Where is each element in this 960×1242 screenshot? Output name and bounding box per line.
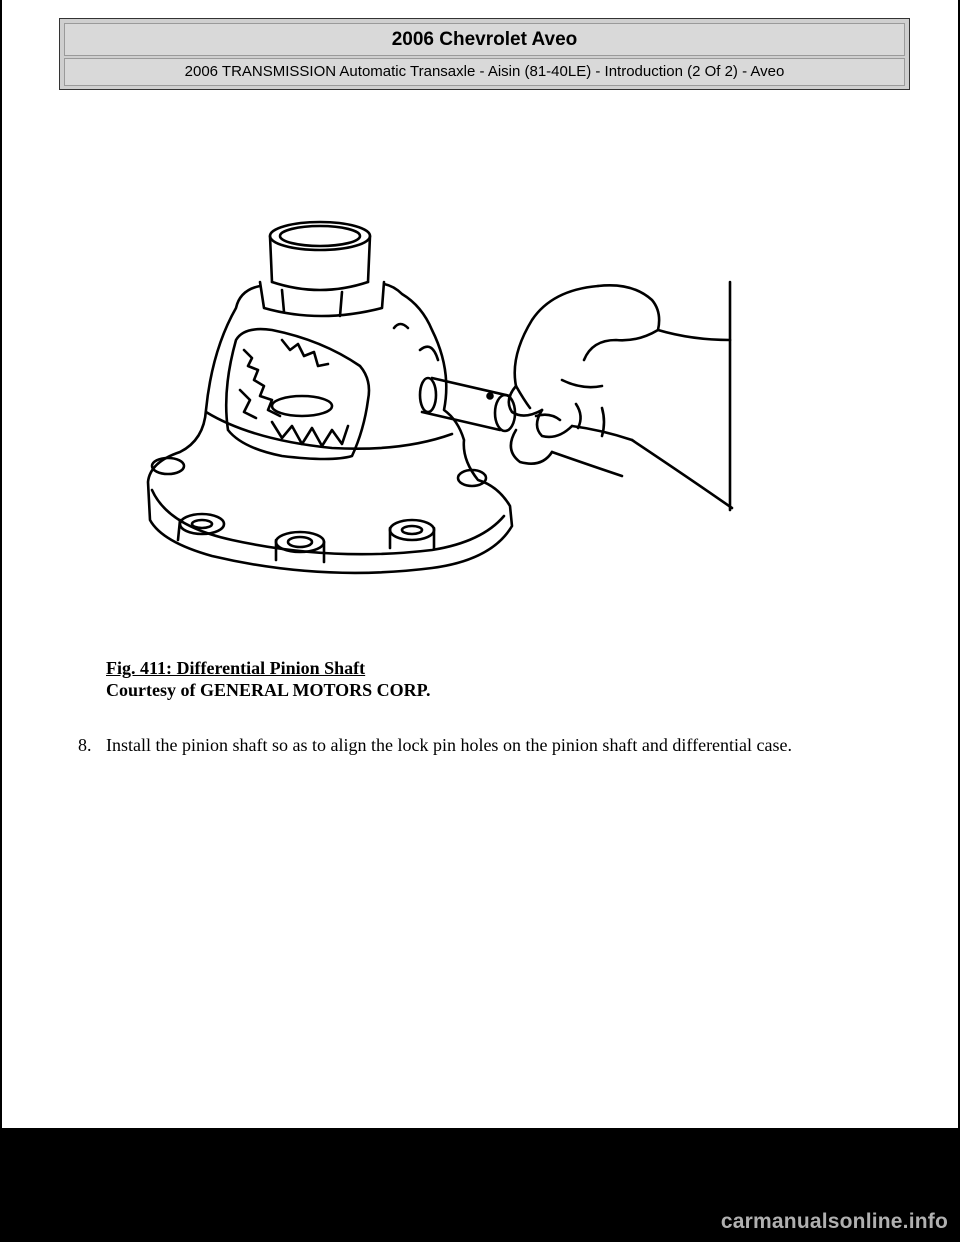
- differential-pinion-shaft-illustration: [132, 190, 742, 590]
- watermark: carmanualsonline.info: [720, 1210, 948, 1233]
- procedure-step: [78, 734, 792, 756]
- header-title: 2006 Chevrolet Aveo: [64, 23, 905, 56]
- figure-caption-title[interactable]: Fig. 411: Differential Pinion Shaft: [106, 658, 366, 678]
- document-header: [59, 18, 910, 90]
- step-number: 8.: [78, 735, 92, 755]
- figure-courtesy: Courtesy of GENERAL MOTORS CORP.: [106, 680, 431, 700]
- header-subtitle: 2006 TRANSMISSION Automatic Transaxle - Aisin (81-40LE) - Introduction (2 Of 2) - Aveo: [64, 58, 905, 86]
- step-text: Install the pinion shaft so as to align the lock pin holes on the pinion shaft and differential case.: [106, 735, 793, 755]
- figure-caption: [106, 657, 431, 701]
